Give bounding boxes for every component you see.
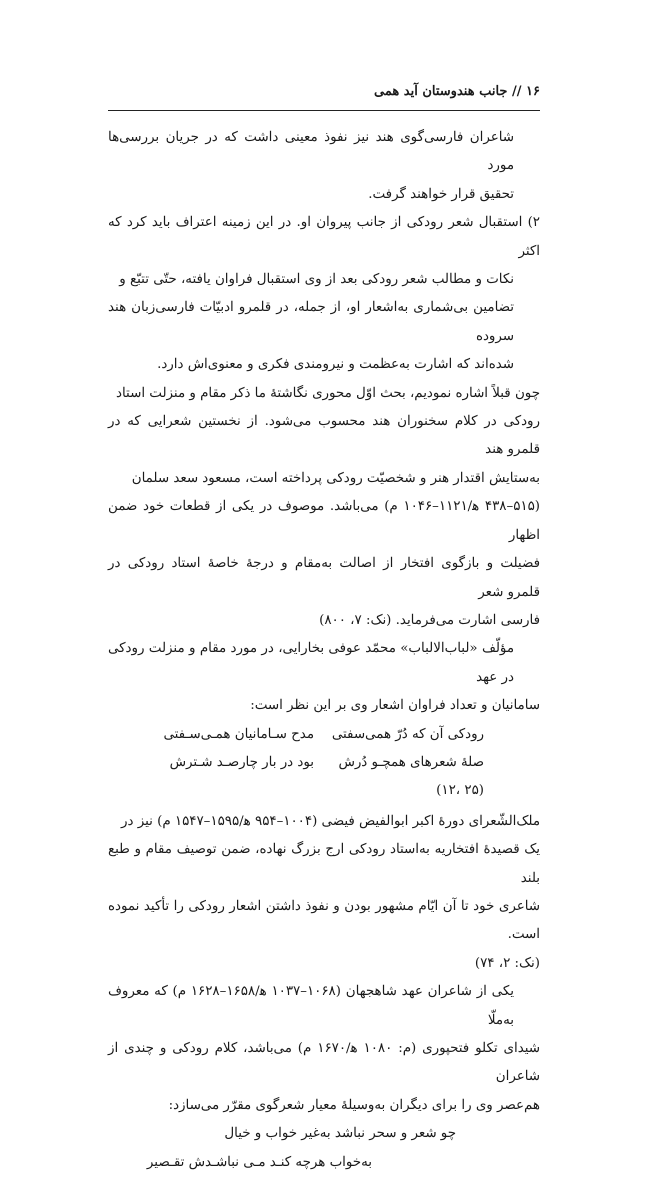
text-line: شده‌اند که اشارت به‌عظمت و نیرومندی فکری و معنوی‌اش دارد. bbox=[157, 357, 514, 373]
verse-line: به‌خواب هرچه کنـد مـی نباشـدش تقـصیر bbox=[146, 1154, 372, 1170]
text-line: یک قصیدهٔ افتخاریه به‌استاد رودکی ارج بزرگ نهاده، ضمن توصیف مقام و طبع بلند bbox=[108, 842, 540, 886]
verse-reference: (۲۵ ،۱۲) bbox=[436, 783, 484, 799]
text-line: تضامین بی‌شماری به‌اشعار او، از جمله، در قلمرو ادبیّات فارسی‌زبان هند سروده bbox=[108, 300, 514, 344]
text-line: مؤلّف «لباب‌الالباب» محمّد عوفی بخارایی، در مورد مقام و منزلت رودکی در عهد bbox=[108, 641, 514, 685]
text-line: شیدای تکلو فتحپوری (م: ۱۰۸۰ ه‍/۱۶۷۰ م) می‌باشد، کلام رودکی و چندی از شاعران bbox=[108, 1041, 540, 1085]
verse-hemistich: رودکی آن که دُرّ همی‌سفتی bbox=[331, 726, 484, 742]
text-line: (۵۱۵–۴۳۸ ه‍/۱۱۲۱–۱۰۴۶ م) می‌باشد. موصوف در یکی از قطعات خود ضمن اظهار bbox=[108, 499, 540, 543]
page-body bbox=[108, 124, 540, 1177]
text-line: تحقیق قرار خواهند گرفت. bbox=[368, 186, 514, 202]
text-line: سامانیان و تعداد فراوان اشعار وی بر این نظر است: bbox=[250, 698, 540, 714]
verse-hemistich: صلهٔ شعرهای همچـو دُرش bbox=[338, 754, 484, 770]
text-line: (نک: ۲، ۷۴) bbox=[474, 955, 540, 971]
page-number: ۱۶ bbox=[526, 84, 540, 99]
text-line: شاعری خود تا آن ایّام مشهور بودن و نفوذ داشتن اشعار رودکی را تأکید نموده است. bbox=[108, 898, 540, 943]
text-line: ملک‌الشّعرای دورهٔ اکبر ابوالفیض فیضی (۱۰۰۴–۹۵۴ ه‍/۱۵۹۵–۱۵۴۷ م) نیز در bbox=[121, 813, 540, 829]
verse-hemistich: مدح سـامانیان همـی‌سـفتی bbox=[163, 726, 314, 742]
text-line: فضیلت و بازگوی افتخار از اصالت به‌مقام و درجهٔ خاصهٔ استاد رودکی در قلمرو شعر bbox=[108, 556, 540, 600]
verse-couplet bbox=[108, 749, 540, 777]
verse-line: چو شعر و سحر نباشد به‌غیر خواب و خیال bbox=[224, 1126, 456, 1142]
text-line: چون قبلاً اشاره نمودیم، بحث اوّل محوری نگاشتهٔ ما ذکر مقام و منزلت استاد bbox=[116, 385, 540, 401]
text-line: یکی از شاعران عهد شاهجهان (۱۰۶۸–۱۰۳۷ ه‍/۱۶۵۸–۱۶۲۸ م) که معروف به‌ملّا bbox=[108, 984, 514, 1028]
text-line: به‌ستایش اقتدار هنر و شخصیّت رودکی پرداخته است، مسعود سعد سلمان bbox=[131, 470, 540, 486]
text-line: هم‌عصر وی را برای دیگران به‌وسیلهٔ معیار شعرگوی مقرّر می‌سازد: bbox=[168, 1097, 540, 1113]
running-header bbox=[108, 84, 540, 108]
header-separator: // bbox=[512, 84, 522, 99]
text-line: نکات و مطالب شعر رودکی بعد از وی استقبال فراوان یافته، حتّی تتبّع و bbox=[119, 272, 514, 288]
running-title: جانب هندوستان آید همی bbox=[374, 84, 508, 99]
verse-couplet bbox=[108, 721, 540, 749]
text-line: ۲) استقبال شعر رودکی از جانب پیروان او. در این زمینه اعتراف باید کرد که اکثر bbox=[108, 215, 540, 259]
text-line: رودکی در کلام سخنوران هند محسوب می‌شود. از نخستین شعرایی که در قلمرو هند bbox=[108, 414, 540, 458]
text-line: فارسی اشارت می‌فرماید. (نک: ۷، ۸۰۰) bbox=[319, 612, 540, 628]
text-line: شاعران فارسی‌گوی هند نیز نفوذ معینی داشت که در جریان بررسی‌ها مورد bbox=[108, 130, 514, 174]
header-rule bbox=[108, 110, 540, 111]
verse-hemistich: بود در بار چارصـد شـترش bbox=[169, 754, 314, 770]
